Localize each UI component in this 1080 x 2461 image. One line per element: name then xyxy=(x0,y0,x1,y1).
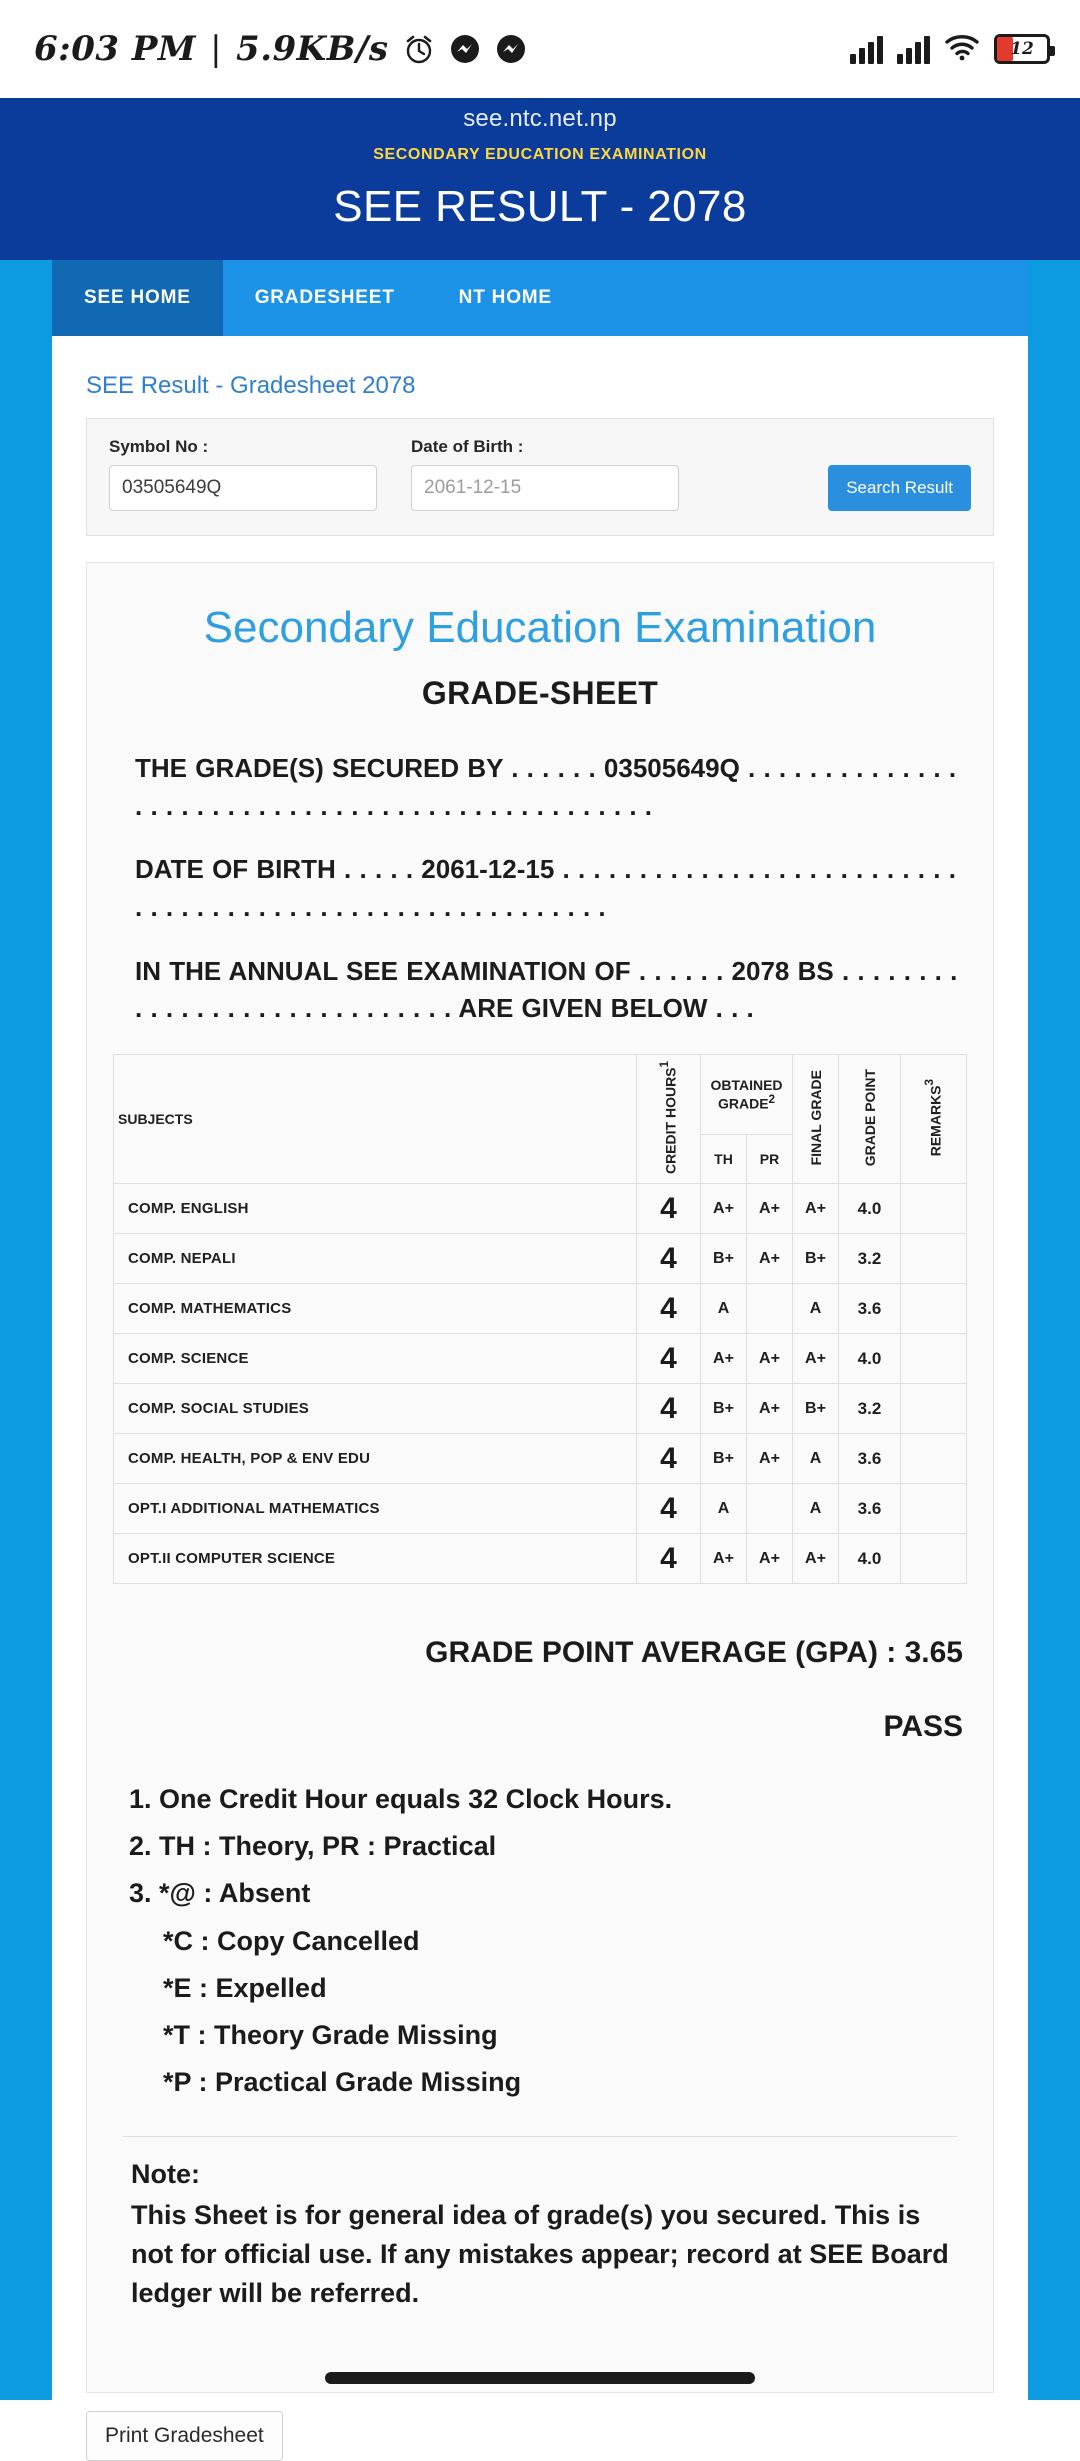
cell-remarks xyxy=(901,1184,967,1234)
table-header-row xyxy=(114,1055,967,1135)
divider xyxy=(123,2136,957,2137)
cell-credit-hours: 4 xyxy=(637,1434,701,1484)
wifi-icon xyxy=(944,32,980,67)
cell-practical-grade xyxy=(747,1284,793,1334)
grades-table xyxy=(113,1054,967,1584)
table-row xyxy=(114,1484,967,1534)
cell-final-grade: B+ xyxy=(793,1234,839,1284)
cell-remarks xyxy=(901,1284,967,1334)
symbol-no-input[interactable] xyxy=(109,465,377,511)
status-bar xyxy=(0,0,1080,98)
cell-theory-grade: A+ xyxy=(701,1184,747,1234)
breadcrumb[interactable]: SEE Result - Gradesheet 2078 xyxy=(86,372,416,399)
cell-final-grade: A xyxy=(793,1484,839,1534)
grades-table-body xyxy=(114,1184,967,1584)
cell-practical-grade: A+ xyxy=(747,1384,793,1434)
nav-item-label: SEE HOME xyxy=(84,287,191,308)
footnote-item: *C : Copy Cancelled xyxy=(163,1925,420,1956)
cell-remarks xyxy=(901,1384,967,1434)
cell-grade-point: 4.0 xyxy=(839,1334,901,1384)
column-grade-point-label: GRADE POINT xyxy=(861,1069,878,1167)
cell-theory-grade: B+ xyxy=(701,1384,747,1434)
cell-grade-point: 3.2 xyxy=(839,1384,901,1434)
column-credit-hours xyxy=(637,1055,701,1184)
cell-subject: OPT.I ADDITIONAL MATHEMATICS xyxy=(114,1484,637,1534)
network-speed: 5.9KB/s xyxy=(236,29,389,69)
messenger-icon xyxy=(449,33,481,65)
gradesheet-subheading: GRADE-SHEET xyxy=(421,675,659,711)
page-title: SEE RESULT - 2078 xyxy=(333,182,747,231)
column-theory: TH xyxy=(701,1135,747,1184)
cell-credit-hours: 4 xyxy=(637,1484,701,1534)
gradesheet-line-exam-year: IN THE ANNUAL SEE EXAMINATION OF . . . . . . 2078 BS . . . . . . . . . . . . . . . . . . . . . . . . . . . . . ARE GIVEN BELOW . . . xyxy=(135,955,958,1024)
cell-subject: COMP. SCIENCE xyxy=(114,1334,637,1384)
cell-theory-grade: A+ xyxy=(701,1534,747,1584)
table-row xyxy=(114,1184,967,1234)
print-gradesheet-button[interactable]: Print Gradesheet xyxy=(86,2411,283,2461)
cell-grade-point: 3.6 xyxy=(839,1484,901,1534)
cell-subject: COMP. MATHEMATICS xyxy=(114,1284,637,1334)
cell-final-grade: B+ xyxy=(793,1384,839,1434)
alarm-icon xyxy=(403,33,435,65)
cell-grade-point: 4.0 xyxy=(839,1534,901,1584)
column-obtained-grade-label: OBTAINED GRADE xyxy=(710,1077,783,1113)
search-result-button[interactable]: Search Result xyxy=(828,465,971,511)
column-credit-hours-label: CREDIT HOURS xyxy=(662,1067,679,1175)
cell-final-grade: A+ xyxy=(793,1534,839,1584)
main-nav xyxy=(52,260,1028,336)
cell-theory-grade: A xyxy=(701,1284,747,1334)
battery-icon xyxy=(994,34,1050,64)
footnote-item: 3. *@ : Absent xyxy=(129,1878,311,1909)
nav-item-see-home[interactable] xyxy=(52,260,223,336)
column-obtained-grade-sup: 2 xyxy=(768,1093,776,1107)
cell-grade-point: 3.6 xyxy=(839,1434,901,1484)
status-clock: 6:03 PM xyxy=(34,29,197,69)
nav-item-gradesheet[interactable] xyxy=(223,260,427,336)
gradesheet-line-grades-secured: THE GRADE(S) SECURED BY . . . . . . 03505649Q . . . . . . . . . . . . . . . . . . . . . . . . . . . . . . . . . . . . . . . . . . . . . . . . xyxy=(135,753,957,821)
print-row xyxy=(52,2393,1028,2461)
cell-credit-hours: 4 xyxy=(637,1534,701,1584)
column-remarks-sup: 3 xyxy=(923,1079,937,1086)
cell-subject: COMP. ENGLISH xyxy=(114,1184,637,1234)
table-row xyxy=(114,1284,967,1334)
cell-remarks xyxy=(901,1334,967,1384)
cell-practical-grade xyxy=(747,1484,793,1534)
cell-theory-grade: B+ xyxy=(701,1234,747,1284)
column-credit-hours-sup: 1 xyxy=(658,1061,672,1068)
nav-item-label: GRADESHEET xyxy=(254,287,395,308)
symbol-no-label: Symbol No : xyxy=(109,437,209,456)
messenger-icon xyxy=(495,33,527,65)
cell-subject: COMP. HEALTH, POP & ENV EDU xyxy=(114,1434,637,1484)
cell-grade-point: 3.2 xyxy=(839,1234,901,1284)
cell-practical-grade: A+ xyxy=(747,1234,793,1284)
cell-subject: COMP. SOCIAL STUDIES xyxy=(114,1384,637,1434)
disclaimer-note xyxy=(113,2159,967,2313)
cell-subject: OPT.II COMPUTER SCIENCE xyxy=(114,1534,637,1584)
cell-theory-grade: A xyxy=(701,1484,747,1534)
signal-icon xyxy=(897,34,930,64)
column-remarks xyxy=(901,1055,967,1184)
column-grade-point xyxy=(839,1055,901,1184)
table-row xyxy=(114,1384,967,1434)
cell-final-grade: A+ xyxy=(793,1184,839,1234)
cell-theory-grade: B+ xyxy=(701,1434,747,1484)
cell-final-grade: A xyxy=(793,1434,839,1484)
column-final-grade xyxy=(793,1055,839,1184)
table-row xyxy=(114,1434,967,1484)
gradesheet-heading: Secondary Education Examination xyxy=(203,603,877,652)
status-badge: PASS xyxy=(883,1710,963,1744)
column-practical: PR xyxy=(747,1135,793,1184)
cell-practical-grade: A+ xyxy=(747,1534,793,1584)
table-row xyxy=(114,1334,967,1384)
status-separator: | xyxy=(210,29,223,69)
battery-level: 12 xyxy=(1010,39,1034,59)
footnote-item: 1. One Credit Hour equals 32 Clock Hours. xyxy=(129,1784,673,1815)
footnote-item: *P : Practical Grade Missing xyxy=(163,2067,522,2098)
cell-final-grade: A+ xyxy=(793,1334,839,1384)
url-bar[interactable]: see.ntc.net.np xyxy=(0,98,1080,140)
footnotes xyxy=(103,1780,967,2102)
search-form xyxy=(86,418,994,536)
column-subjects: SUBJECTS xyxy=(114,1055,637,1184)
browser-page xyxy=(0,98,1080,2447)
table-row xyxy=(114,1534,967,1584)
cell-final-grade: A xyxy=(793,1284,839,1334)
nav-item-label: NT HOME xyxy=(458,287,552,308)
system-navigation-pill[interactable] xyxy=(325,2372,755,2384)
cell-subject: COMP. NEPALI xyxy=(114,1234,637,1284)
cell-remarks xyxy=(901,1534,967,1584)
cell-practical-grade: A+ xyxy=(747,1184,793,1234)
cell-credit-hours: 4 xyxy=(637,1234,701,1284)
cell-practical-grade: A+ xyxy=(747,1334,793,1384)
date-of-birth-field-group xyxy=(411,437,679,511)
gradesheet-line-date-of-birth: DATE OF BIRTH . . . . . 2061-12-15 . . . . . . . . . . . . . . . . . . . . . . . . . . . . . . . . . . . . . . . . . . . . . . . . . . . . . . . . . xyxy=(135,854,956,923)
gpa-value: GRADE POINT AVERAGE (GPA) : 3.65 xyxy=(425,1636,963,1670)
signal-icon xyxy=(850,34,883,64)
page-content xyxy=(52,336,1028,2461)
cell-credit-hours: 4 xyxy=(637,1184,701,1234)
grades-table-head xyxy=(114,1055,967,1184)
date-of-birth-label: Date of Birth : xyxy=(411,437,524,456)
site-subtitle: SECONDARY EDUCATION EXAMINATION xyxy=(373,146,707,163)
column-final-grade-label: FINAL GRADE xyxy=(807,1069,824,1166)
cell-remarks xyxy=(901,1484,967,1534)
date-of-birth-input[interactable] xyxy=(411,465,679,511)
cell-remarks xyxy=(901,1434,967,1484)
cell-remarks xyxy=(901,1234,967,1284)
cell-grade-point: 3.6 xyxy=(839,1284,901,1334)
site-header xyxy=(0,140,1080,260)
cell-credit-hours: 4 xyxy=(637,1384,701,1434)
cell-credit-hours: 4 xyxy=(637,1284,701,1334)
footnote-item: *E : Expelled xyxy=(163,1972,327,2003)
cell-credit-hours: 4 xyxy=(637,1334,701,1384)
note-body: This Sheet is for general idea of grade(s) you secured. This is not for official use. If any mistakes appear; record at SEE Board ledger will be referred. xyxy=(131,2200,949,2309)
note-title: Note: xyxy=(131,2159,200,2190)
footnote-item: *T : Theory Grade Missing xyxy=(163,2019,498,2050)
symbol-no-field-group xyxy=(109,437,377,511)
cell-practical-grade: A+ xyxy=(747,1434,793,1484)
cell-theory-grade: A+ xyxy=(701,1334,747,1384)
gradesheet-card xyxy=(86,562,994,2393)
status-bar-left xyxy=(34,29,527,69)
cell-grade-point: 4.0 xyxy=(839,1184,901,1234)
status-bar-right xyxy=(850,32,1050,67)
column-obtained-grade xyxy=(701,1055,793,1135)
column-remarks-label: REMARKS xyxy=(927,1085,944,1157)
footnote-item: 2. TH : Theory, PR : Practical xyxy=(129,1831,497,1862)
nav-item-nt-home[interactable] xyxy=(427,260,584,336)
table-row xyxy=(114,1234,967,1284)
